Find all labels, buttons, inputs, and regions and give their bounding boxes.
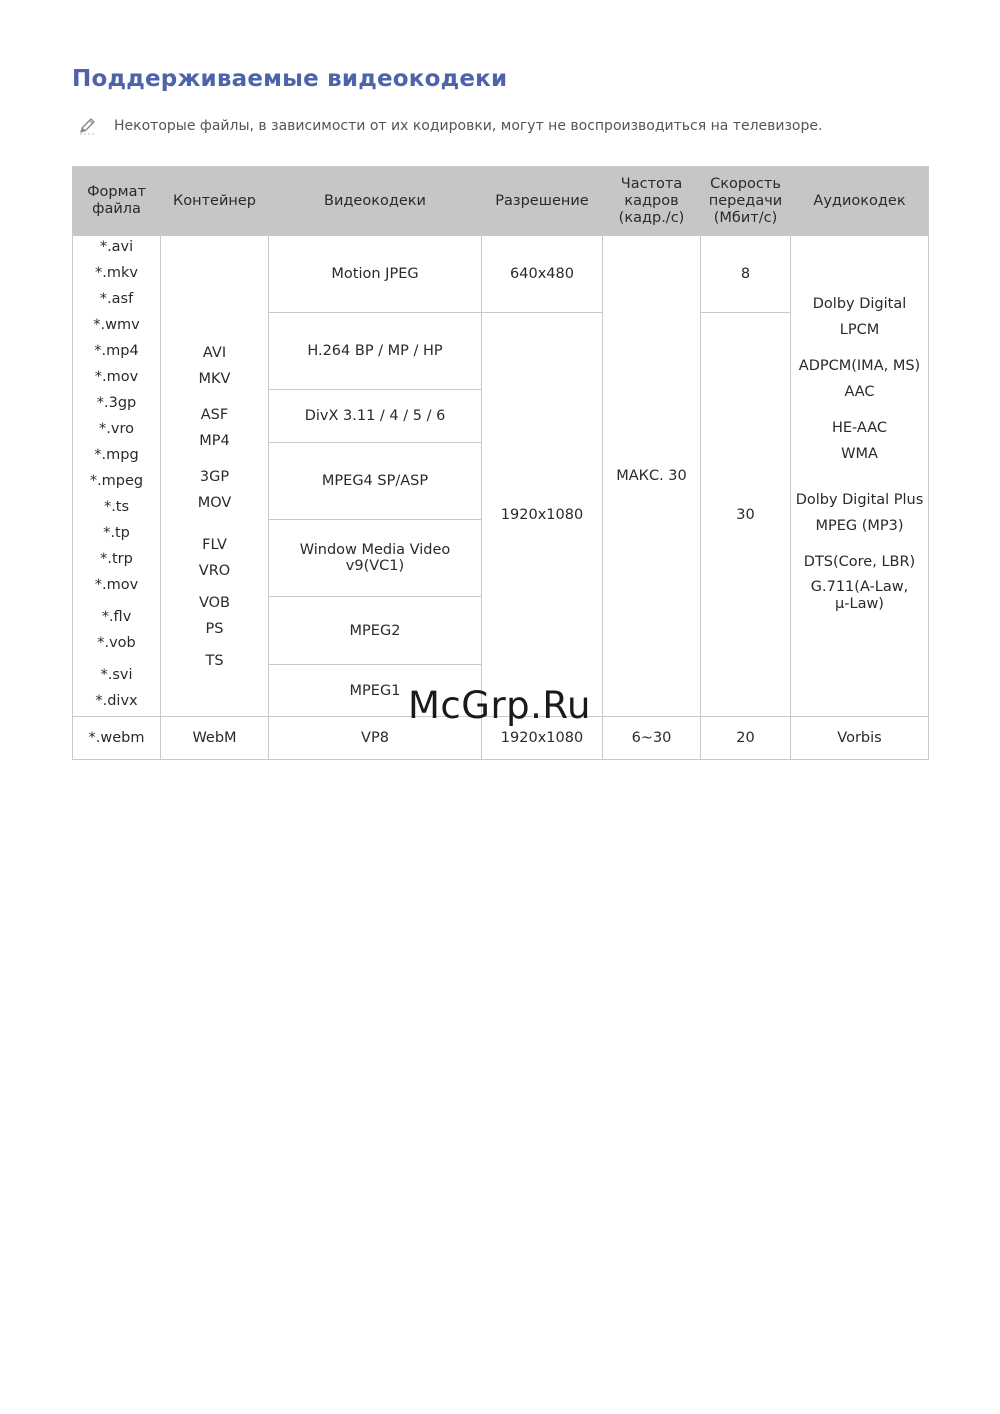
container-item: FLV — [202, 537, 227, 553]
header-format: Формат файла — [73, 167, 161, 236]
frame-rate-cell: 6~30 — [603, 717, 701, 760]
bitrate-cell: 8 — [701, 236, 791, 313]
header-video-codec: Видеокодеки — [269, 167, 482, 236]
video-codec-cell: Window Media Video v9(VC1) — [269, 520, 482, 597]
page-title: Поддерживаемые видеокодеки — [72, 66, 508, 92]
format-item: *.mov — [94, 577, 139, 593]
container-cell — [161, 236, 269, 717]
container-item: PS — [205, 621, 224, 637]
header-container: Контейнер — [161, 167, 269, 236]
format-item: *.wmv — [93, 317, 140, 333]
audio-item: Dolby Digital Plus — [795, 492, 924, 508]
header-bitrate: Скорость передачи (Мбит/с) — [701, 167, 791, 236]
format-item: *.flv — [101, 609, 132, 625]
video-codecs-table — [72, 166, 929, 760]
bitrate-cell: 30 — [701, 313, 791, 717]
format-item: *.mpg — [94, 447, 139, 463]
frame-rate-cell: МАКС. 30 — [603, 236, 701, 717]
container-item: 3GP — [199, 469, 230, 485]
table-row — [73, 236, 929, 313]
note — [78, 116, 822, 136]
video-codec-cell: DivX 3.11 / 4 / 5 / 6 — [269, 390, 482, 443]
pencil-icon — [78, 116, 98, 136]
format-item: *.mpeg — [89, 473, 144, 489]
format-cell — [73, 236, 161, 717]
format-item: *.svi — [100, 667, 133, 683]
resolution-cell: 1920x1080 — [482, 717, 603, 760]
container-item: MKV — [198, 371, 231, 387]
container-item: AVI — [202, 345, 227, 361]
container-item: TS — [205, 653, 224, 669]
format-item: *.ts — [103, 499, 130, 515]
format-item: *.vro — [99, 421, 134, 437]
format-item: *.trp — [100, 551, 133, 567]
audio-item: LPCM — [839, 322, 880, 338]
audio-item: MPEG (MP3) — [815, 518, 904, 534]
format-item: *.divx — [95, 693, 138, 709]
resolution-cell: 640x480 — [482, 236, 603, 313]
header-audio-codec: Аудиокодек — [791, 167, 929, 236]
watermark: McGrp.Ru — [408, 684, 591, 727]
video-codec-cell: H.264 BP / MP / HP — [269, 313, 482, 390]
table-row-webm — [73, 717, 929, 760]
video-codec-cell: MPEG2 — [269, 597, 482, 665]
video-codec-cell: VP8 — [269, 717, 482, 760]
audio-item: Dolby Digital — [812, 296, 907, 312]
format-cell: *.webm — [73, 717, 161, 760]
format-item: *.avi — [99, 239, 134, 255]
container-item: ASF — [200, 407, 229, 423]
container-item: MOV — [197, 495, 232, 511]
video-codec-cell: Motion JPEG — [269, 236, 482, 313]
audio-codec-cell — [791, 236, 929, 717]
container-item: MP4 — [199, 433, 230, 449]
audio-item: DTS(Core, LBR) — [803, 554, 916, 570]
format-item: *.asf — [99, 291, 134, 307]
format-item: *.mov — [94, 369, 139, 385]
container-cell: WebM — [161, 717, 269, 760]
audio-item: AAC — [844, 384, 875, 400]
audio-item: WMA — [841, 446, 878, 462]
note-text: Некоторые файлы, в зависимости от их кодировки, могут не воспроизводиться на телевизоре. — [114, 118, 823, 134]
header-frame-rate: Частота кадров (кадр./с) — [603, 167, 701, 236]
video-codec-cell: MPEG4 SP/ASP — [269, 443, 482, 520]
video-codec-cell: MPEG1 — [269, 665, 482, 717]
audio-codec-cell: Vorbis — [791, 717, 929, 760]
table-header-row — [73, 167, 929, 236]
bitrate-cell: 20 — [701, 717, 791, 760]
format-item: *.3gp — [96, 395, 137, 411]
audio-item: G.711(A-Law, — [810, 579, 909, 595]
format-item: *.mp4 — [94, 343, 139, 359]
format-item: *.tp — [103, 525, 130, 541]
audio-item: μ-Law) — [835, 596, 884, 612]
format-item: *.vob — [97, 635, 136, 651]
audio-item: HE-AAC — [831, 420, 888, 436]
container-item: VOB — [198, 595, 231, 611]
format-item: *.mkv — [95, 265, 138, 281]
container-item: VRO — [198, 563, 231, 579]
resolution-cell: 1920x1080 — [482, 313, 603, 717]
audio-item: ADPCM(IMA, MS) — [798, 358, 921, 374]
header-resolution: Разрешение — [482, 167, 603, 236]
